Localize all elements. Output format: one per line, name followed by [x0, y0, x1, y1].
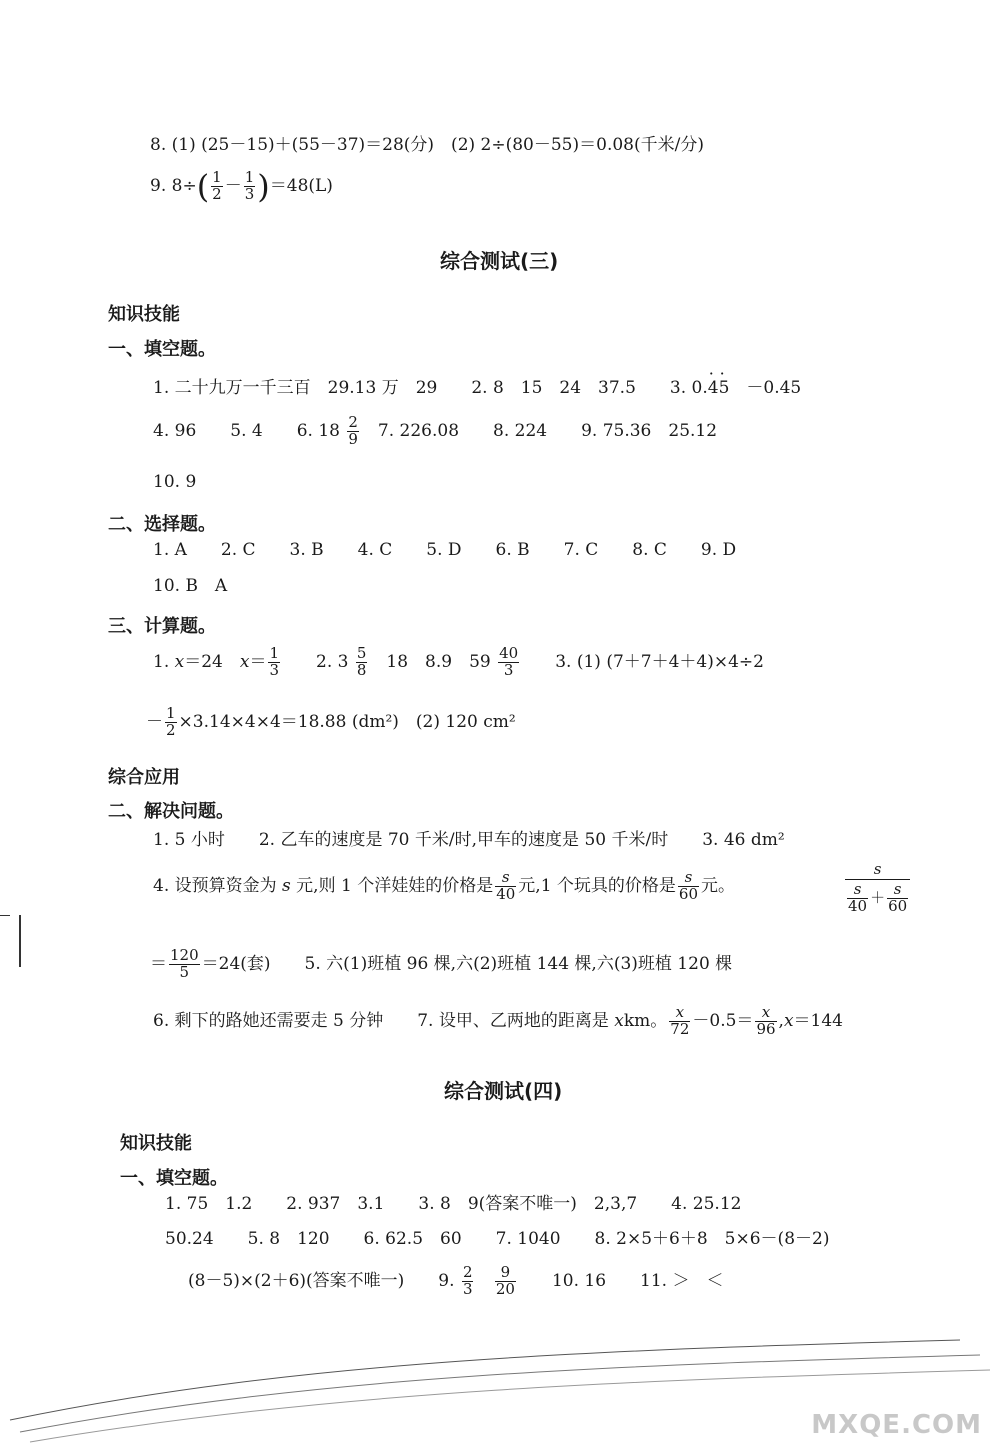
- denominator: 3: [269, 660, 280, 679]
- variable: x: [783, 1010, 794, 1031]
- variable: x: [239, 651, 250, 672]
- fill-line-3: 10. 9: [153, 472, 197, 492]
- numerator: 1: [244, 168, 255, 186]
- numerator: s: [678, 870, 699, 887]
- fraction: [244, 170, 256, 203]
- section-title-test-4: 综合测试(四): [444, 1079, 563, 1103]
- text: 7. 226.08 8. 224 9. 75.36 25.12: [360, 420, 718, 441]
- heading-application: 综合应用: [108, 767, 180, 788]
- denominator: 2: [212, 184, 222, 203]
- denominator: 3: [244, 184, 255, 203]
- heading-fill-4: 一、填空题。: [120, 1168, 228, 1189]
- text: ,: [778, 1010, 784, 1031]
- denominator: 3: [503, 660, 514, 679]
- fraction: [887, 882, 908, 915]
- numerator: 120: [170, 946, 199, 964]
- curve: [10, 1340, 960, 1420]
- fill-line-1: [153, 380, 801, 397]
- text: ＝24(套) 5. 六(1)班植 96 棵,六(2)班植 144 棵,六(3)班植 120 棵: [201, 953, 733, 974]
- text: 元,1 个玩具的价格是: [518, 875, 676, 896]
- denominator: 96: [756, 1019, 776, 1038]
- fraction: [268, 646, 280, 679]
- solve-line-1: 1. 5 小时 2. 乙车的速度是 70 千米/时,甲车的速度是 50 千米/时 3. 46 dm²: [153, 830, 785, 850]
- denominator: 40: [496, 884, 516, 903]
- variable: s: [282, 875, 291, 896]
- denominator: 60: [678, 884, 699, 903]
- text: 1. 二十九万一千三百 29.13 万 29 2. 8 15 24 37.5 3. 0.: [153, 378, 708, 398]
- text: －: [224, 175, 242, 196]
- fraction: [462, 1265, 474, 1298]
- text: －0.45: [729, 378, 802, 398]
- numerator: s: [495, 870, 516, 887]
- text: 元,则 1 个洋娃娃的价格是: [296, 875, 494, 896]
- text: 18 8.9 59: [369, 651, 491, 672]
- complex-fraction-body: [845, 862, 910, 915]
- text: 10. 16 11. ＞ ＜: [517, 1270, 724, 1291]
- numerator: 2: [348, 413, 358, 431]
- text: 4. 96 5. 4 6. 18: [153, 420, 340, 441]
- text: 2. 3: [282, 651, 349, 672]
- numerator: x: [755, 1005, 776, 1022]
- text: km。: [623, 1010, 668, 1031]
- text: －: [146, 711, 163, 732]
- calc-line-1: [153, 646, 764, 679]
- numerator: 9: [495, 1265, 516, 1282]
- repeating-digit: · 4: [708, 380, 719, 397]
- fraction: [498, 646, 519, 679]
- text: ×3.14×4×4＝18.88 (dm²) (2) 120 cm²: [178, 711, 516, 732]
- fraction: [495, 870, 516, 903]
- heading-choice: 二、选择题。: [108, 514, 216, 535]
- numerator: x: [669, 1005, 690, 1022]
- denominator: 8: [356, 660, 367, 679]
- text: 9. 8÷: [150, 175, 197, 196]
- text: －0.5＝: [692, 1010, 754, 1031]
- fraction: [678, 870, 699, 903]
- fraction: [755, 1005, 776, 1038]
- fraction: [347, 415, 359, 448]
- heading-skills-4: 知识技能: [120, 1133, 192, 1154]
- denominator: 9: [348, 429, 358, 448]
- text: 4. 设预算资金为: [153, 875, 277, 896]
- margin-line: [19, 915, 21, 967]
- complex-fraction: [845, 862, 910, 915]
- heading-calc: 三、计算题。: [108, 616, 216, 637]
- fill4-line-3: [188, 1265, 724, 1298]
- fraction: [495, 1265, 516, 1298]
- text: 1.: [153, 651, 170, 672]
- heading-fill: 一、填空题。: [108, 339, 216, 360]
- paren: ): [257, 167, 270, 206]
- heading-skills: 知识技能: [108, 304, 180, 325]
- numerator: 1: [269, 644, 280, 662]
- text: 3. (1) (7＋7＋4＋4)×4÷2: [521, 651, 764, 672]
- text: ＝: [249, 651, 267, 672]
- solve-line-4: [153, 1005, 843, 1038]
- paren: (: [196, 167, 210, 206]
- numerator: 40: [499, 644, 519, 662]
- numerator: 1: [212, 168, 222, 186]
- numerator: 1: [166, 704, 176, 722]
- calc-line-2: [146, 706, 516, 739]
- numerator: 2: [462, 1263, 473, 1281]
- solve-line-2: [153, 870, 735, 903]
- denominator: 72: [670, 1019, 690, 1038]
- denominator: 20: [495, 1279, 515, 1298]
- choice-line-2: 10. B A: [153, 576, 228, 596]
- fill4-line-1: 1. 75 1.2 2. 937 3.1 3. 8 9(答案不唯一) 2,3,7 4. 25.12: [165, 1194, 742, 1214]
- fill-line-2: [153, 415, 717, 448]
- solve-line-3: [150, 948, 732, 981]
- denominator: 60: [888, 896, 908, 915]
- numerator: s: [847, 882, 868, 899]
- fraction: [169, 948, 200, 981]
- denominator: 2: [166, 720, 176, 739]
- margin-tick: [0, 915, 10, 916]
- numerator: 5: [356, 644, 367, 662]
- variable: x: [174, 651, 185, 672]
- text: 6. 剩下的路她还需要走 5 分钟 7. 设甲、乙两地的距离是: [153, 1010, 609, 1031]
- section-title-test-3: 综合测试(三): [440, 249, 559, 273]
- variable: x: [614, 1010, 624, 1031]
- text: ＝24: [184, 651, 240, 672]
- numerator: s: [887, 882, 908, 899]
- text: ＝144: [793, 1010, 843, 1031]
- denominator: 5: [179, 962, 190, 981]
- text: ＝: [150, 953, 167, 974]
- text: (8－5)×(2＋6)(答案不唯一) 9.: [188, 1270, 455, 1291]
- numerator: s: [845, 862, 910, 880]
- text: 元。: [701, 875, 736, 896]
- repeating-digit: · 5: [719, 380, 730, 397]
- answer-line-9: [150, 167, 333, 206]
- denominator: 3: [462, 1279, 473, 1298]
- fraction: [165, 706, 177, 739]
- heading-solve: 二、解决问题。: [108, 801, 234, 822]
- watermark: MXQE.COM: [811, 1410, 982, 1440]
- fraction: [847, 882, 868, 915]
- fraction: [356, 646, 368, 679]
- fraction: [669, 1005, 690, 1038]
- answer-line-8: 8. (1) (25－15)＋(55－37)＝28(分) (2) 2÷(80－55)＝0.08(千米/分): [150, 135, 704, 155]
- fill4-line-2: 50.24 5. 8 120 6. 62.5 60 7. 1040 8. 2×5＋6＋8 5×6－(8－2): [165, 1229, 830, 1249]
- choice-line-1: 1. A 2. C 3. B 4. C 5. D 6. B 7. C 8. C 9. D: [153, 540, 737, 560]
- text: ＋: [870, 888, 886, 907]
- denominator: [845, 880, 910, 915]
- fraction: [211, 170, 223, 203]
- text: ＝48(L): [269, 175, 333, 196]
- denominator: 40: [848, 896, 868, 915]
